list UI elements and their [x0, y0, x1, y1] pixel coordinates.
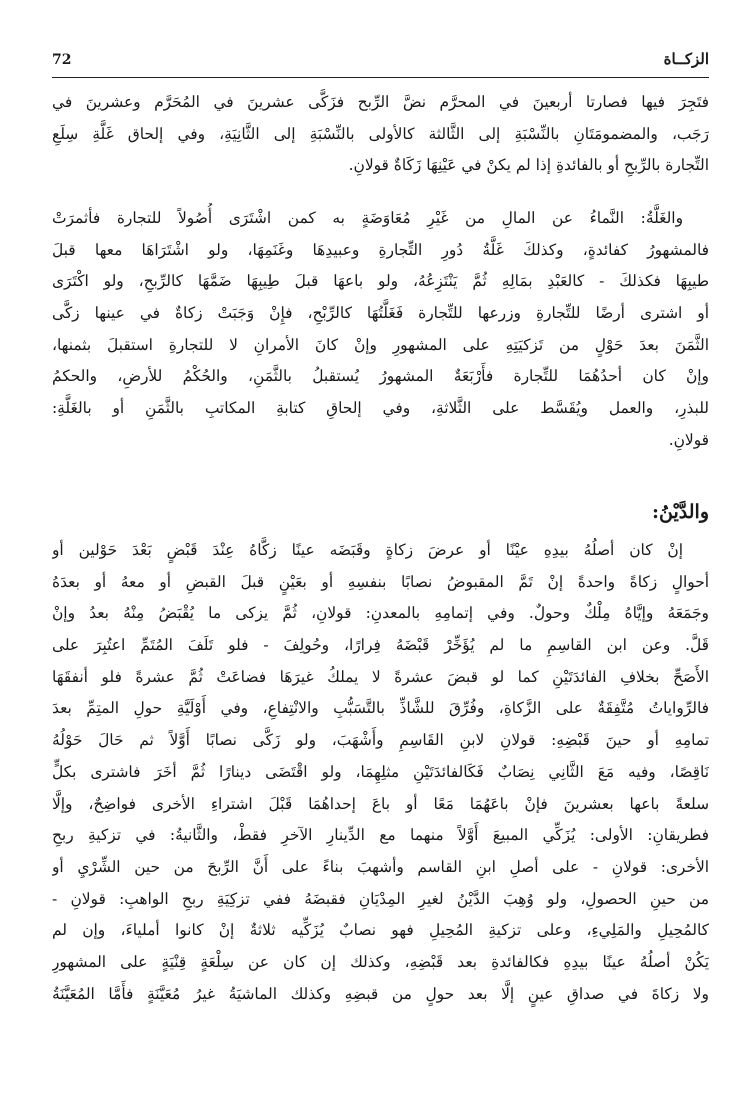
text-line: إنْ كان أصلُهُ بيدِهِ عيْنًا أو عرضَ زكاةٍ وقَبَضَه عينًا زكَّاهُ عِنْدَ قَبْضٍ بَعْدَ حَوْلين أو [52, 541, 683, 559]
header-rule [52, 77, 709, 78]
paragraph-1 [52, 87, 709, 182]
page-number: 72 [52, 52, 72, 68]
text-line: أو اشترى أرضًا للتِّجارةِ وزرعها للتِّجارة فَغَلَّتُهَا كالرِّبْحِ، فإِنْ وَجَبَتْ زكاةٌ في عينها زكَّى [52, 304, 709, 323]
text-line: طيبِهَا فكذلكَ - كالعَبْدِ بمَالِهِ ثُمَّ يَنْتَزِعُهُ، ولو باعهَا قبلَ طِيبِهَا ضَمَّهَا كالرِّبحِ، ولو اكْتَرَى [52, 272, 709, 291]
running-title: الزكــاة [663, 50, 709, 68]
text-line: نَاقِصًا، وفيه مَعَ الثَّانِي نِصَابٌ فَكَالفائدَتَيْنِ مثلِهِمَا، ولو اقْتَضَى دينارًا ثُمَّ أخَرَ فاشترى بكلٍّ [52, 762, 709, 781]
text-line: أحوالٍ زكاةً واحدةً إنْ تَمَّ المقبوضُ نصابًا بنفسِهِ أو بعَيْنٍ قبلَ القبضِ أو معهُ أو بعدَهُ [52, 572, 709, 591]
text-line: للبذرِ، والعمل ويُقَسَّط على الثَّلاثةِ، وفي إلحاقِ كتابةِ المكاتبِ بالثَّمَنِ أو بالغَلَّةِ: [52, 399, 709, 418]
text-line: يَكُنْ أصلُهُ عينًا بيدِهِ فكالفائدةِ بعد قَبْضِهِ، وكذلك إن كان عن سِلْعَةٍ قِنْيَةٍ على المشهورِ [52, 952, 709, 971]
text-line: وجَمَعَهُ وإيَّاهُ مِلْكٌ وحولٌ. وفي إتمامِهِ بالمعدنِ: قولانِ، ثُمَّ يزكى ما يُقْبَضُ مِنْهُ بعدُ وإنْ [52, 604, 709, 623]
paragraph-2 [52, 203, 709, 457]
text-line: فطريقانِ: الأولى: يُزَكِّي المبيعَ أَوَّلاً منهما مع الدِّينارِ الآخرِ فقطْ، والثَّانيةُ: في تزكيةِ ربحِ [52, 826, 709, 845]
text-line: قَلَّ. وعن ابن القاسِمِ ما لم يُؤَخِّرْ قَبْضَهُ فِرارًا، وحُولِفَ - فلو تَلَفَ المُتَمِّ اعتُبِرَ على [52, 636, 709, 655]
text-line: ولا زكاةَ في صداقِ عينٍ إلَّا بعد حولٍ من قبضِهِ وكذلك الماشيَةُ غيرُ مُعَيَّنَةٍ فأَمَّا المُعَيَّنَةُ [52, 984, 709, 1003]
text-line: فالمشهورُ كفائدةٍ، وكذلكَ غَلَّةُ دُورِ التِّجارةِ وعبيدِهَا وغَنَمِهَا، ولو اشْتَرَاهَا معها قبلَ [52, 240, 709, 259]
text-line: التِّجارة بالرِّبحِ أو بالفائدةِ إذا لم يكنْ في عَيْنِهَا زَكَاةٌ قولانِ. [348, 156, 709, 175]
text-line: من حينِ الحصولِ، ولو وُهِبَ الدَّيْنُ لغيرِ المِدْيَانِ فقبضَهُ ففي تزكِيَةِ ربحِ الواهبِ: قولانِ - [52, 889, 709, 908]
text-line: والغَلَّةُ: النَّماءُ عن المالِ من غَيْرِ مُعَاوَضَةٍ به كمن اشْتَرَى أُصُولاً للتجارة فأثمرَتْ [52, 209, 683, 227]
text-line: الأخرى: قولانِ - على أصلِ ابنِ القاسم وأشهبَ بناءً على أَنَّ الرِّبحَ من حين الشِّرْيِ أو [52, 857, 709, 876]
text-line: وإنْ كان أحدُهُمَا للتِّجارة فأَرْبَعَةٌ المشهورُ يُستقبلُ بالثَّمَنِ، والحُكْمُ للأرضِ، والحكمُ [52, 367, 709, 386]
text-line: فالرِّواياتُ مُتَّفِقَةٌ على الزَّكاةِ، وفُرِّقَ للشَّاذِّ بالتَّسَبُّبِ والانْتِفاعِ، وفي أَوْلَيَّةِ حولِ المتِمِّ بعدَ [52, 699, 709, 718]
page-header [52, 50, 709, 76]
text-line: تمامِهِ أو حينَ قَبْضِهِ: قولانِ لابنِ القَاسِمِ وأَشْهَبَ، ولو زَكَّى نصابًا أَوَّلاً ثم حَالَ حَوْلُهُ [52, 731, 709, 750]
text-line: الأَصَحِّ بخلافِ الفائدَتَيْنِ كما لو قبضَ عشرةً لا يملكُ غيرَهَا فضاعَتْ ثُمَّ عشرةً فلو أنفقَهَا [52, 667, 709, 686]
text-line: الثَّمَنَ بعدَ حَوْلٍ من تَزكيَتِهِ على المشهورِ وإنْ كانَ الأمرانِ لا للتجارةِ استقبلَ بثمنها، [52, 335, 709, 354]
text-line: كالمُحِيلِ والمَلِيءِ، وعلى تزكيةِ المُحِيلِ فهو نصابٌ يُزَكِّيه ثلاثةٌ إنْ كانوا أملياءَ، وإن لم [52, 921, 709, 940]
section-heading: والدَّيْنُ: [652, 501, 709, 523]
text-line: رَجَب، والمضمومَتَانِ بالنِّسْبَةِ إلى الثَّالثة كالأولى بالنِّسْبَةِ إلى الثَّانِيَةِ، وفي إلحاق غَلَّةِ سِلَعِ [52, 124, 709, 143]
text-line: سلعةً باعها بعشرينَ فإنْ باعَهُمَا مَعًا أو باعَ إحداهُمَا قَبْلَ اشتراءِ الأخرى فواضِحٌ، وإلَّا [52, 794, 709, 813]
text-line: فتَجِرَ فيها فصارتا أربعينَ في المحرَّم نضَّ الرِّبح فزَكَّى عشرينَ في المُحَرَّم وعشرينَ في [52, 93, 709, 111]
text-line: قولانِ. [668, 430, 709, 449]
paragraph-3 [52, 535, 709, 1010]
